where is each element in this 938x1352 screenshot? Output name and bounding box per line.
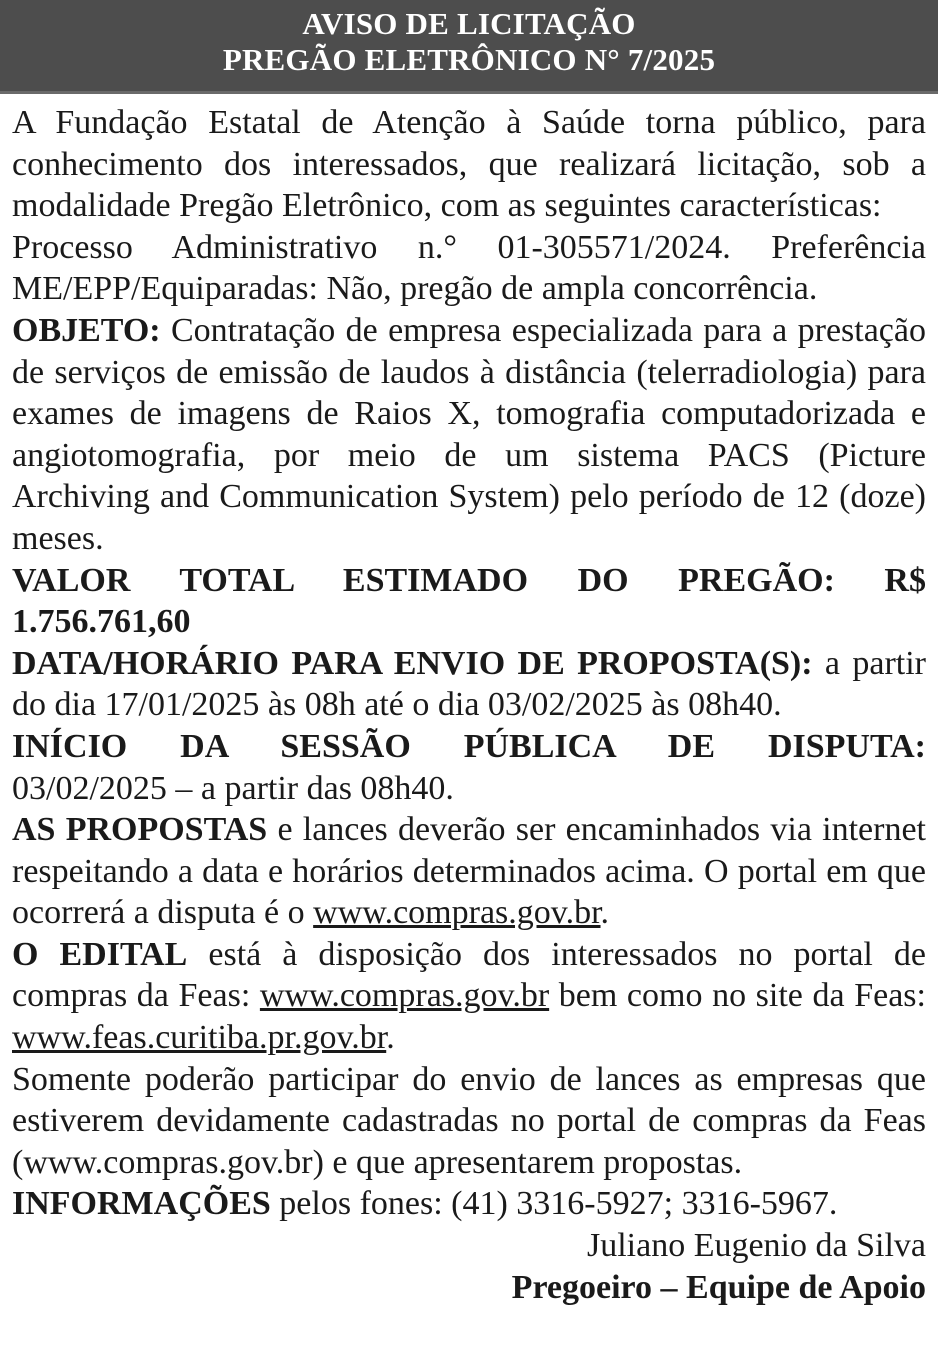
compras-link[interactable]: www.compras.gov.br bbox=[313, 894, 601, 932]
informacoes-paragraph bbox=[12, 1183, 926, 1225]
compras-link-2[interactable]: www.compras.gov.br bbox=[259, 977, 550, 1015]
data-envio-text: a partir do dia 17/01/2025 às 08h até o dia 03/02/2025 às 08h40. bbox=[12, 644, 926, 724]
valor-label: VALOR TOTAL ESTIMADO DO PREGÃO: R$ bbox=[12, 561, 926, 599]
valor-amount: 1.756.761,60 bbox=[12, 603, 191, 641]
data-envio-label: DATA/HORÁRIO PARA ENVIO DE PROPOSTA(S): bbox=[12, 644, 813, 682]
feas-site-link[interactable]: www.feas.curitiba.pr.gov.br bbox=[12, 1019, 387, 1057]
propostas-end: . bbox=[600, 894, 610, 932]
inicio-text: 03/02/2025 – a partir das 08h40. bbox=[12, 769, 454, 807]
edital-label: O EDITAL bbox=[12, 935, 188, 973]
objeto-text: Contratação de empresa especializada para a prestação de serviços de emissão de laudos à distância (telerradiologia) para exames de imagens de Raios X, tomografia computadorizada e angiotomografia, por meio de um sistema PACS (Picture Archiving and Communication System) pelo período de 12 (doze) meses. bbox=[12, 311, 926, 557]
data-envio-paragraph bbox=[12, 643, 926, 726]
notice-subtitle: PREGÃO ELETRÔNICO N° 7/2025 bbox=[222, 42, 716, 77]
objeto-label: OBJETO: bbox=[12, 311, 161, 349]
intro-paragraph: A Fundação Estatal de Atenção à Saúde torna público, para conhecimento dos interessados, que realizará licitação, sob a modalidade Pregão Eletrônico, com as seguintes características: bbox=[12, 104, 926, 225]
edital-text-1: está à disposição dos interessados no portal de compras da Feas: bbox=[12, 935, 927, 1015]
inicio-label: INÍCIO DA SESSÃO PÚBLICA DE DISPUTA: bbox=[12, 727, 926, 765]
propostas-text: e lances deverão ser encaminhados via internet respeitando a data e horários determinados acima. O portal em que ocorrerá a disputa é o bbox=[12, 811, 926, 932]
notice-title: AVISO DE LICITAÇÃO bbox=[302, 6, 636, 41]
propostas-label: AS PROPOSTAS bbox=[12, 811, 268, 849]
valor-paragraph bbox=[12, 560, 926, 643]
edital-paragraph bbox=[12, 934, 926, 1059]
notice-header bbox=[0, 0, 938, 94]
edital-text-2: bem como no site da Feas: bbox=[549, 977, 926, 1015]
informacoes-text: pelos fones: (41) 3316-5927; 3316-5967. bbox=[270, 1185, 838, 1223]
processo-paragraph: Processo Administrativo n.° 01-305571/2024. Preferência ME/EPP/Equiparadas: Não, pregão de ampla concorrência. bbox=[12, 228, 926, 308]
signature-role: Pregoeiro – Equipe de Apoio bbox=[511, 1268, 926, 1306]
inicio-paragraph bbox=[12, 726, 926, 809]
signature-block bbox=[0, 1225, 938, 1308]
signature-name: Juliano Eugenio da Silva bbox=[586, 1227, 926, 1265]
objeto-paragraph bbox=[12, 310, 926, 560]
informacoes-label: INFORMAÇÕES bbox=[12, 1185, 271, 1223]
edital-end: . bbox=[386, 1019, 395, 1057]
propostas-paragraph bbox=[12, 809, 926, 934]
notice-body bbox=[0, 102, 938, 1225]
somente-paragraph: Somente poderão participar do envio de lances as empresas que estiverem devidamente cadastradas no portal de compras da Feas (www.compras.gov.br) e que apresentarem propostas. bbox=[12, 1060, 926, 1181]
